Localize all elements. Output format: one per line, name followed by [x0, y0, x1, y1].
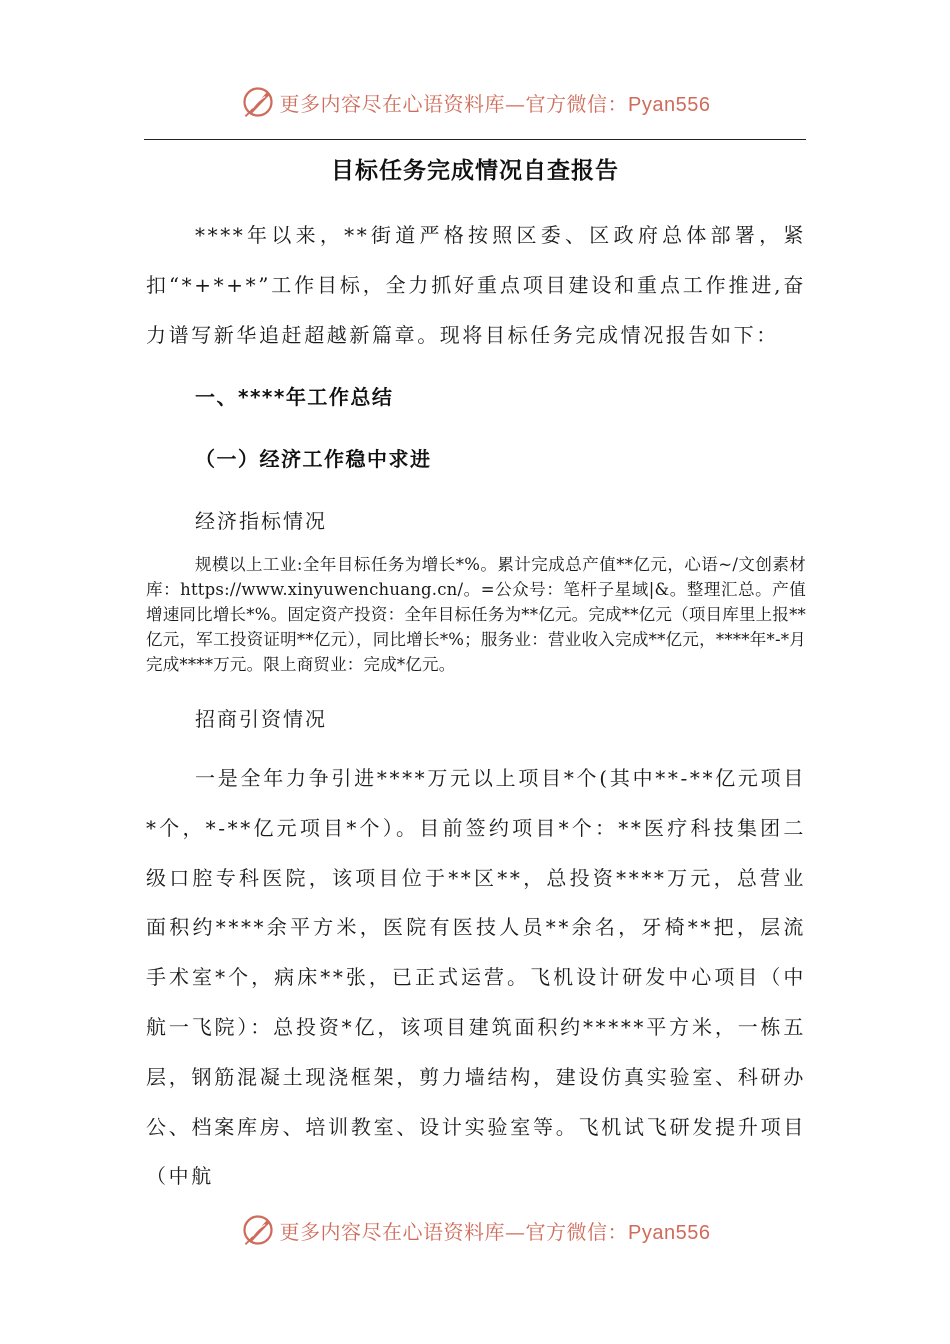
section-heading: 一、****年工作总结: [195, 385, 394, 409]
banner-wechat-id: Pyan556: [628, 1221, 711, 1244]
banner-slogan: 更多内容尽在心语资料库—官方微信：: [279, 91, 629, 116]
header-divider: [144, 139, 806, 140]
footer-watermark-banner: [0, 1208, 950, 1252]
document-title: 目标任务完成情况自查报告: [331, 158, 619, 184]
investment-label: 招商引资情况: [195, 707, 327, 731]
banner-text: [280, 88, 711, 117]
intro-paragraph: ****年以来，**街道严格按照区委、区政府总体部署，紧扣“*+*+*”工作目标，全力抓好重点项目建设和重点工作推进,奋力谱写新华追赶超越新篇章。现将目标任务完成情况报告如下：: [146, 223, 806, 347]
quill-pen-seal-icon: [240, 1212, 276, 1248]
subsection-heading: （一）经济工作稳中求进: [195, 447, 432, 471]
economic-indicators-label: 经济指标情况: [195, 509, 327, 533]
banner-wechat-id: Pyan556: [628, 93, 711, 116]
economic-indicators-paragraph: 规模以上工业:全年目标任务为增长*%。累计完成总产值**亿元，心语~/文创素材库：https://www.xinyuwenchuang.cn/。=公众号：笔杆子星域|&。整理汇总。产值增速同比增长*%。固定资产投资：全年目标任务为**亿元。完成**亿元（项目库里上报**亿元，军工投资证明**亿元），同比增长*%；服务业：营业收入完成**亿元，****年*-*月完成****万元。限上商贸业：完成*亿元。: [146, 555, 806, 674]
banner-text: [280, 1216, 711, 1245]
quill-pen-seal-icon: [240, 84, 276, 120]
banner-slogan: 更多内容尽在心语资料库—官方微信：: [279, 1219, 629, 1244]
header-watermark-banner: [0, 80, 950, 124]
investment-paragraph: 一是全年力争引进****万元以上项目*个(其中**-**亿元项目*个，*-**亿元项目*个）。目前签约项目*个：**医疗科技集团二级口腔专科医院，该项目位于**区**，总投资****万元，总营业面积约****余平方米，医院有医技人员**余名，牙椅**把，层流手术室*个，病床**张，已正式运营。飞机设计研发中心项目（中航一飞院）：总投资*亿，该项目建筑面积约*****平方米，一栋五层，钢筋混凝土现浇框架，剪力墙结构，建设仿真实验室、科研办公、档案库房、培训教室、设计实验室等。飞机试飞研发提升项目（中航: [146, 766, 806, 1189]
